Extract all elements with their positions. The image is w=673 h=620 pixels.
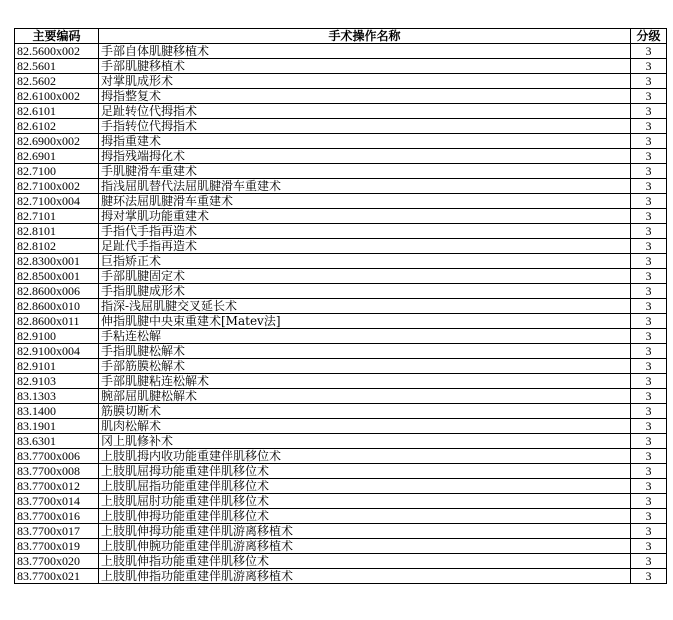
table-row — [15, 59, 667, 74]
grade-cell: 3 — [631, 479, 667, 494]
grade-cell: 3 — [631, 494, 667, 509]
table-row — [15, 464, 667, 479]
procedure-name-cell: 对掌肌成形术 — [99, 74, 631, 89]
procedure-name-cell: 指深-浅屈肌腱交叉延长术 — [99, 299, 631, 314]
grade-cell: 3 — [631, 134, 667, 149]
procedure-name-cell: 拇指残端拇化术 — [99, 149, 631, 164]
procedure-table — [14, 28, 667, 584]
table-row — [15, 404, 667, 419]
table-row — [15, 164, 667, 179]
code-cell: 82.7100x002 — [15, 179, 99, 194]
procedure-name-cell: 足趾代手指再造术 — [99, 239, 631, 254]
code-cell: 83.7700x012 — [15, 479, 99, 494]
code-cell: 82.8300x001 — [15, 254, 99, 269]
grade-cell: 3 — [631, 74, 667, 89]
procedure-name-cell: 拇指整复术 — [99, 89, 631, 104]
table-row — [15, 374, 667, 389]
grade-cell: 3 — [631, 404, 667, 419]
grade-cell: 3 — [631, 464, 667, 479]
code-cell: 83.7700x014 — [15, 494, 99, 509]
table-row — [15, 209, 667, 224]
grade-cell: 3 — [631, 314, 667, 329]
procedure-name-cell: 手部肌腱固定术 — [99, 269, 631, 284]
table-row — [15, 74, 667, 89]
grade-cell: 3 — [631, 179, 667, 194]
table-row — [15, 269, 667, 284]
procedure-name-cell: 上肢肌伸拇功能重建伴肌游离移植术 — [99, 524, 631, 539]
grade-cell: 3 — [631, 344, 667, 359]
table-row — [15, 179, 667, 194]
code-cell: 82.9101 — [15, 359, 99, 374]
table-row — [15, 314, 667, 329]
table-row — [15, 89, 667, 104]
grade-cell: 3 — [631, 104, 667, 119]
procedure-name-cell: 上肢肌伸腕功能重建伴肌游离移植术 — [99, 539, 631, 554]
grade-cell: 3 — [631, 449, 667, 464]
grade-cell: 3 — [631, 269, 667, 284]
table-row — [15, 149, 667, 164]
code-cell: 82.5600x002 — [15, 44, 99, 59]
code-cell: 83.7700x021 — [15, 569, 99, 584]
grade-cell: 3 — [631, 419, 667, 434]
grade-cell: 3 — [631, 254, 667, 269]
header-grade: 分级 — [631, 29, 667, 44]
grade-cell: 3 — [631, 539, 667, 554]
table-row — [15, 389, 667, 404]
procedure-name-cell: 上肢肌拇内收功能重建伴肌移位术 — [99, 449, 631, 464]
code-cell: 83.6301 — [15, 434, 99, 449]
table-row — [15, 434, 667, 449]
procedure-name-cell: 手部肌腱移植术 — [99, 59, 631, 74]
table-body — [15, 44, 667, 584]
procedure-name-cell: 巨指矫正术 — [99, 254, 631, 269]
grade-cell: 3 — [631, 434, 667, 449]
table-row — [15, 479, 667, 494]
code-cell: 83.7700x017 — [15, 524, 99, 539]
procedure-name-cell: 上肢肌伸指功能重建伴肌移位术 — [99, 554, 631, 569]
table-row — [15, 344, 667, 359]
procedure-name-cell: 手指肌腱松解术 — [99, 344, 631, 359]
grade-cell: 3 — [631, 119, 667, 134]
procedure-name-cell: 手指肌腱成形术 — [99, 284, 631, 299]
code-cell: 82.9100 — [15, 329, 99, 344]
code-cell: 83.7700x016 — [15, 509, 99, 524]
grade-cell: 3 — [631, 509, 667, 524]
procedure-name-cell: 上肢肌屈拇功能重建伴肌移位术 — [99, 464, 631, 479]
grade-cell: 3 — [631, 389, 667, 404]
code-cell: 82.9100x004 — [15, 344, 99, 359]
code-cell: 83.1901 — [15, 419, 99, 434]
code-cell: 82.6900x002 — [15, 134, 99, 149]
table-row — [15, 569, 667, 584]
table-row — [15, 239, 667, 254]
grade-cell: 3 — [631, 239, 667, 254]
code-cell: 83.7700x019 — [15, 539, 99, 554]
table-row — [15, 419, 667, 434]
table-row — [15, 539, 667, 554]
grade-cell: 3 — [631, 224, 667, 239]
grade-cell: 3 — [631, 299, 667, 314]
table-row — [15, 494, 667, 509]
procedure-name-cell: 肌肉松解术 — [99, 419, 631, 434]
grade-cell: 3 — [631, 524, 667, 539]
procedure-name-cell: 拇指重建术 — [99, 134, 631, 149]
table-row — [15, 224, 667, 239]
table-row — [15, 359, 667, 374]
code-cell: 82.6102 — [15, 119, 99, 134]
grade-cell: 3 — [631, 374, 667, 389]
table-header-row — [15, 29, 667, 44]
grade-cell: 3 — [631, 209, 667, 224]
procedure-name-cell: 手指代手指再造术 — [99, 224, 631, 239]
table-row — [15, 119, 667, 134]
grade-cell: 3 — [631, 329, 667, 344]
procedure-name-cell: 冈上肌修补术 — [99, 434, 631, 449]
code-cell: 82.9103 — [15, 374, 99, 389]
grade-cell: 3 — [631, 194, 667, 209]
grade-cell: 3 — [631, 89, 667, 104]
table-row — [15, 104, 667, 119]
procedure-name-cell: 上肢肌伸拇功能重建伴肌移位术 — [99, 509, 631, 524]
grade-cell: 3 — [631, 569, 667, 584]
code-cell: 82.5601 — [15, 59, 99, 74]
grade-cell: 3 — [631, 359, 667, 374]
code-cell: 82.8600x010 — [15, 299, 99, 314]
grade-cell: 3 — [631, 554, 667, 569]
table-row — [15, 44, 667, 59]
code-cell: 83.1303 — [15, 389, 99, 404]
procedure-name-cell: 上肢肌伸指功能重建伴肌游离移植术 — [99, 569, 631, 584]
table-row — [15, 284, 667, 299]
procedure-name-cell: 腱环法屈肌腱滑车重建术 — [99, 194, 631, 209]
procedure-name-cell: 筋膜切断术 — [99, 404, 631, 419]
procedure-name-cell: 指浅屈肌替代法屈肌腱滑车重建术 — [99, 179, 631, 194]
code-cell: 83.7700x008 — [15, 464, 99, 479]
code-cell: 83.7700x020 — [15, 554, 99, 569]
code-cell: 82.6901 — [15, 149, 99, 164]
grade-cell: 3 — [631, 44, 667, 59]
code-cell: 82.7100 — [15, 164, 99, 179]
code-cell: 83.1400 — [15, 404, 99, 419]
procedure-name-cell: 上肢肌屈肘功能重建伴肌移位术 — [99, 494, 631, 509]
code-cell: 82.8102 — [15, 239, 99, 254]
procedure-name-cell: 手部肌腱粘连松解术 — [99, 374, 631, 389]
grade-cell: 3 — [631, 149, 667, 164]
header-code: 主要编码 — [15, 29, 99, 44]
table-row — [15, 524, 667, 539]
procedure-name-cell: 手部自体肌腱移植术 — [99, 44, 631, 59]
code-cell: 82.8600x011 — [15, 314, 99, 329]
grade-cell: 3 — [631, 59, 667, 74]
procedure-name-cell: 手肌腱滑车重建术 — [99, 164, 631, 179]
grade-cell: 3 — [631, 284, 667, 299]
code-cell: 82.6101 — [15, 104, 99, 119]
table-row — [15, 449, 667, 464]
grade-cell: 3 — [631, 164, 667, 179]
procedure-name-cell: 腕部屈肌腱松解术 — [99, 389, 631, 404]
procedure-name-cell: 伸指肌腱中央束重建术[Matev法] — [99, 314, 631, 329]
procedure-name-cell: 上肢肌屈指功能重建伴肌移位术 — [99, 479, 631, 494]
table-row — [15, 194, 667, 209]
procedure-name-cell: 手部筋膜松解术 — [99, 359, 631, 374]
code-cell: 82.6100x002 — [15, 89, 99, 104]
table-row — [15, 329, 667, 344]
code-cell: 83.7700x006 — [15, 449, 99, 464]
code-cell: 82.8500x001 — [15, 269, 99, 284]
table-row — [15, 254, 667, 269]
table-row — [15, 134, 667, 149]
procedure-name-cell: 手粘连松解 — [99, 329, 631, 344]
table-row — [15, 554, 667, 569]
header-name: 手术操作名称 — [99, 29, 631, 44]
code-cell: 82.8101 — [15, 224, 99, 239]
table-row — [15, 299, 667, 314]
procedure-name-cell: 拇对掌肌功能重建术 — [99, 209, 631, 224]
code-cell: 82.7100x004 — [15, 194, 99, 209]
procedure-name-cell: 足趾转位代拇指术 — [99, 104, 631, 119]
procedure-name-cell: 手指转位代拇指术 — [99, 119, 631, 134]
table-row — [15, 509, 667, 524]
code-cell: 82.8600x006 — [15, 284, 99, 299]
code-cell: 82.7101 — [15, 209, 99, 224]
code-cell: 82.5602 — [15, 74, 99, 89]
